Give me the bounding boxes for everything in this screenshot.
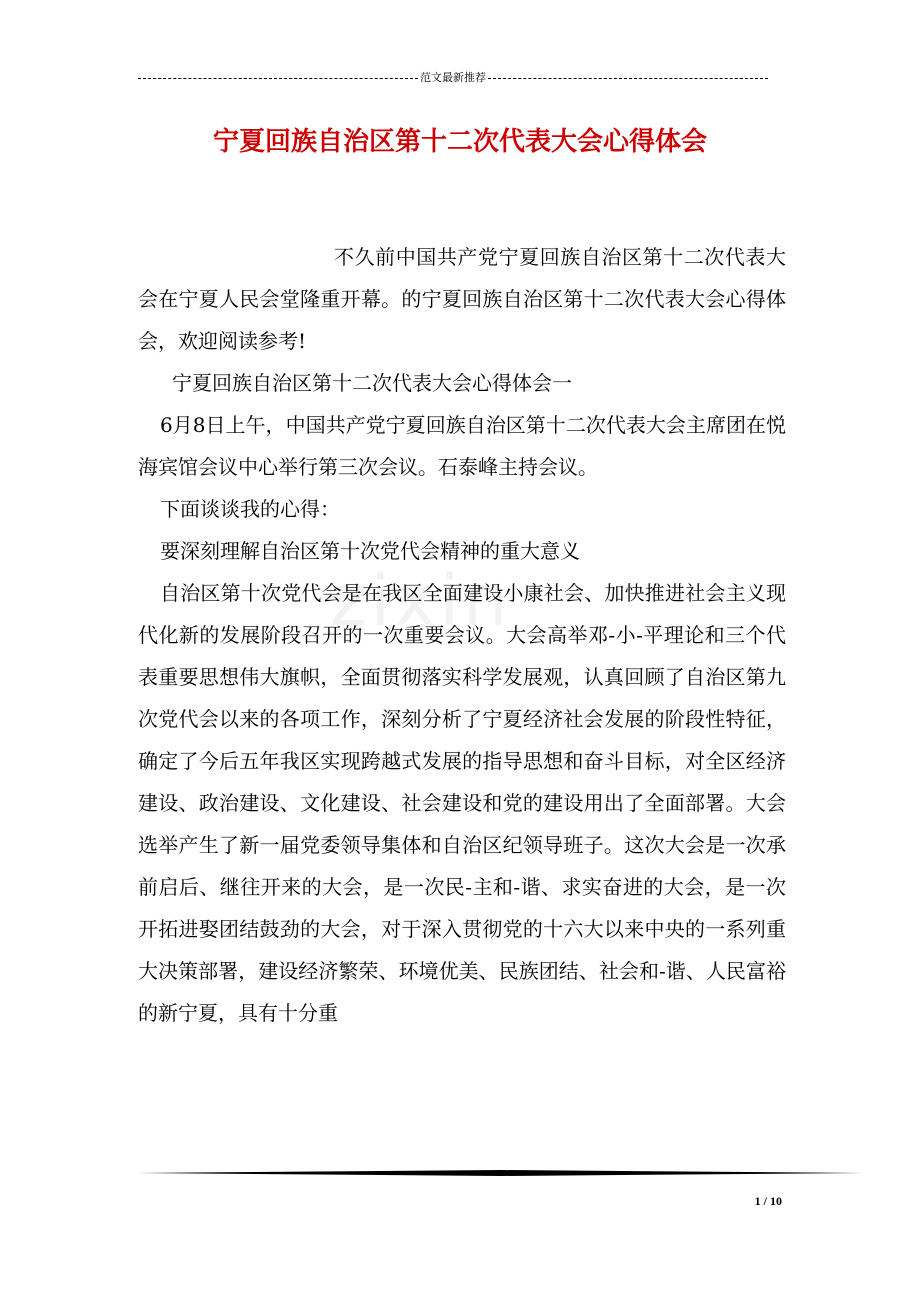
page-number: 1 / 10 — [754, 1194, 782, 1208]
header-dash-left — [138, 78, 418, 79]
page-header — [138, 70, 768, 86]
watermark: zixin — [330, 560, 512, 642]
document-body — [138, 236, 786, 1034]
paragraph-intro: 不久前中国共产党宁夏回族自治区第十二次代表大会在宁夏人民会堂隆重开幕。的宁夏回族自治区第十二次代表大会心得体会，欢迎阅读参考! — [138, 245, 786, 353]
paragraph: 6月8日上午，中国共产党宁夏回族自治区第十二次代表大会主席团在悦海宾馆会议中心举行第三次会议。石泰峰主持会议。 — [138, 413, 786, 479]
section-heading: 宁夏回族自治区第十二次代表大会心得体会一 — [172, 371, 572, 395]
paragraph: 下面谈谈我的心得： — [160, 497, 340, 521]
document-title: 宁夏回族自治区第十二次代表大会心得体会 — [212, 127, 707, 157]
paragraph: 要深刻理解自治区第十次党代会精神的重大意义 — [160, 539, 580, 563]
header-dash-right — [488, 78, 768, 79]
footer-rule — [138, 1170, 864, 1176]
paragraph: 自治区第十次党代会是在我区全面建设小康社会、加快推进社会主义现代化新的发展阶段召开的一次重要会议。大会高举邓-小-平理论和三个代表重要思想伟大旗帜，全面贯彻落实科学发展观，认真回顾了自治区第九次党代会以来的各项工作，深刻分析了宁夏经济社会发展的阶段性特征，确定了今后五年我区实现跨越式发展的指导思想和奋斗目标，对全区经济建设、政治建设、文化建设、社会建设和党的建设用出了全面部署。大会选举产生了新一届党委领导集体和自治区纪领导班子。这次大会是一次承前启后、继往开来的大会，是一次民-主和-谐、求实奋进的大会，是一次开拓进娶团结鼓劲的大会，对于深入贯彻党的十六大以来中央的一系列重大决策部署，建设经济繁荣、环境优美、民族团结、社会和-谐、人民富裕的新宁夏，具有十分重 — [138, 581, 786, 1025]
header-label: 范文最新推荐 — [420, 71, 486, 84]
